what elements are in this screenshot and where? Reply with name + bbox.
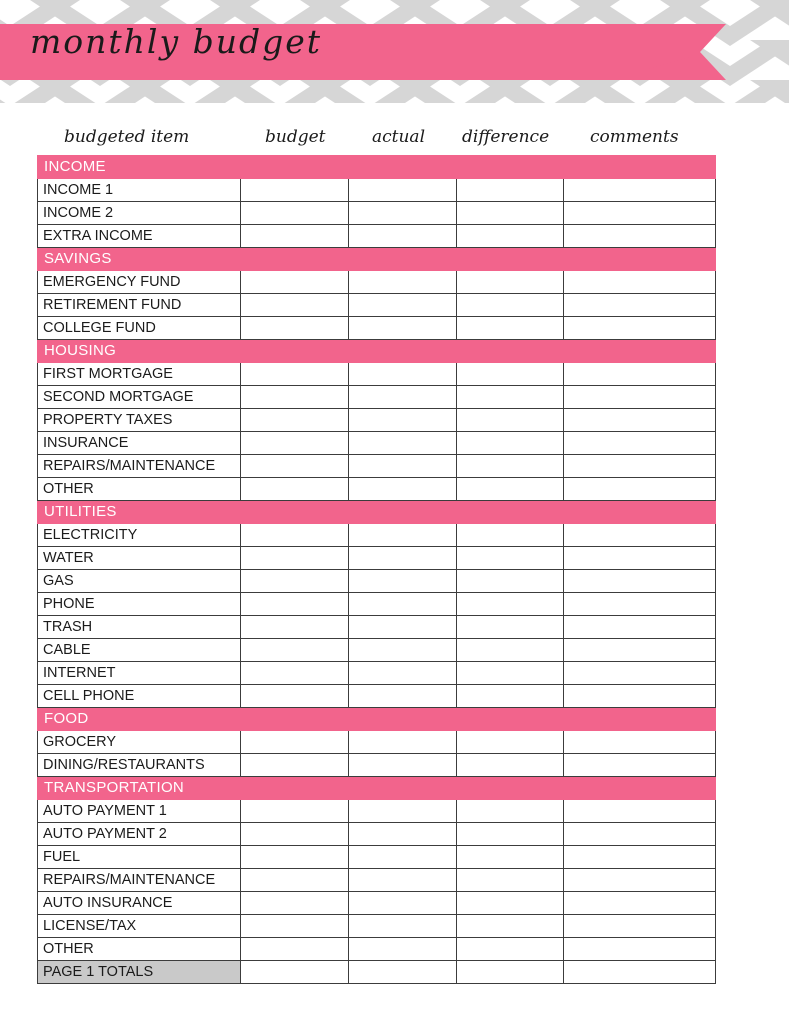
- comments-cell[interactable]: [564, 915, 716, 938]
- budget-cell[interactable]: [241, 915, 349, 938]
- table-row: [38, 202, 716, 225]
- table-row: [38, 731, 716, 754]
- comments-cell[interactable]: [564, 386, 716, 409]
- difference-cell[interactable]: [457, 639, 564, 662]
- actual-cell[interactable]: [349, 524, 457, 547]
- comments-cell[interactable]: [564, 800, 716, 823]
- comments-cell[interactable]: [564, 593, 716, 616]
- actual-cell[interactable]: [349, 432, 457, 455]
- actual-cell[interactable]: [349, 731, 457, 754]
- difference-cell[interactable]: [457, 800, 564, 823]
- comments-cell[interactable]: [564, 363, 716, 386]
- difference-cell[interactable]: [457, 179, 564, 202]
- budget-item-label: AUTO PAYMENT 1: [38, 800, 241, 823]
- table-row: [38, 869, 716, 892]
- difference-cell[interactable]: [457, 386, 564, 409]
- actual-cell[interactable]: [349, 570, 457, 593]
- comments-cell[interactable]: [564, 731, 716, 754]
- budget-item-label: AUTO PAYMENT 2: [38, 823, 241, 846]
- budget-cell[interactable]: [241, 892, 349, 915]
- section-header-row: [38, 777, 716, 800]
- budget-cell[interactable]: [241, 800, 349, 823]
- actual-cell[interactable]: [349, 800, 457, 823]
- column-heading-actual: actual: [372, 127, 426, 147]
- budget-cell[interactable]: [241, 547, 349, 570]
- actual-cell[interactable]: [349, 846, 457, 869]
- budget-item-label: PHONE: [38, 593, 241, 616]
- table-row: [38, 363, 716, 386]
- section-header-row: [38, 156, 716, 179]
- section-header-row: [38, 340, 716, 363]
- budget-cell[interactable]: [241, 869, 349, 892]
- table-row: [38, 846, 716, 869]
- difference-cell[interactable]: [457, 294, 564, 317]
- column-heading-difference: difference: [462, 127, 550, 147]
- comments-cell[interactable]: [564, 317, 716, 340]
- table-row: [38, 639, 716, 662]
- table-row: [38, 662, 716, 685]
- budget-cell[interactable]: [241, 294, 349, 317]
- difference-cell[interactable]: [457, 616, 564, 639]
- totals-difference-cell[interactable]: [457, 961, 564, 984]
- budget-cell[interactable]: [241, 432, 349, 455]
- budget-table-wrapper: [37, 155, 715, 984]
- comments-cell[interactable]: [564, 432, 716, 455]
- table-row: [38, 800, 716, 823]
- table-row: [38, 478, 716, 501]
- totals-actual-cell[interactable]: [349, 961, 457, 984]
- table-row: [38, 547, 716, 570]
- budget-item-label: DINING/RESTAURANTS: [38, 754, 241, 777]
- budget-item-label: INSURANCE: [38, 432, 241, 455]
- table-row: [38, 179, 716, 202]
- budget-cell[interactable]: [241, 662, 349, 685]
- difference-cell[interactable]: [457, 892, 564, 915]
- table-row: [38, 570, 716, 593]
- difference-cell[interactable]: [457, 432, 564, 455]
- actual-cell[interactable]: [349, 547, 457, 570]
- budget-cell[interactable]: [241, 616, 349, 639]
- table-row: [38, 271, 716, 294]
- page-title: monthly budget: [30, 22, 323, 61]
- page-totals-row: [38, 961, 716, 984]
- actual-cell[interactable]: [349, 455, 457, 478]
- comments-cell[interactable]: [564, 869, 716, 892]
- budget-cell[interactable]: [241, 823, 349, 846]
- section-header-row: [38, 248, 716, 271]
- budget-item-label: INTERNET: [38, 662, 241, 685]
- table-row: [38, 386, 716, 409]
- actual-cell[interactable]: [349, 938, 457, 961]
- budget-item-label: COLLEGE FUND: [38, 317, 241, 340]
- ribbon-tail: [648, 57, 690, 81]
- table-row: [38, 317, 716, 340]
- comments-cell[interactable]: [564, 616, 716, 639]
- budget-item-label: PROPERTY TAXES: [38, 409, 241, 432]
- table-row: [38, 754, 716, 777]
- difference-cell[interactable]: [457, 938, 564, 961]
- table-row: [38, 524, 716, 547]
- comments-cell[interactable]: [564, 846, 716, 869]
- budget-item-label: EMERGENCY FUND: [38, 271, 241, 294]
- budget-item-label: REPAIRS/MAINTENANCE: [38, 869, 241, 892]
- budget-cell[interactable]: [241, 478, 349, 501]
- table-row: [38, 455, 716, 478]
- actual-cell[interactable]: [349, 386, 457, 409]
- actual-cell[interactable]: [349, 616, 457, 639]
- difference-cell[interactable]: [457, 202, 564, 225]
- budget-item-label: GROCERY: [38, 731, 241, 754]
- table-row: [38, 593, 716, 616]
- budget-item-label: FUEL: [38, 846, 241, 869]
- budget-cell[interactable]: [241, 202, 349, 225]
- budget-cell[interactable]: [241, 593, 349, 616]
- actual-cell[interactable]: [349, 202, 457, 225]
- difference-cell[interactable]: [457, 823, 564, 846]
- comments-cell[interactable]: [564, 570, 716, 593]
- comments-cell[interactable]: [564, 294, 716, 317]
- budget-cell[interactable]: [241, 271, 349, 294]
- actual-cell[interactable]: [349, 294, 457, 317]
- budget-cell[interactable]: [241, 225, 349, 248]
- budget-item-label: CABLE: [38, 639, 241, 662]
- comments-cell[interactable]: [564, 938, 716, 961]
- actual-cell[interactable]: [349, 363, 457, 386]
- difference-cell[interactable]: [457, 271, 564, 294]
- difference-cell[interactable]: [457, 685, 564, 708]
- section-title: HOUSING: [38, 340, 716, 363]
- section-title: UTILITIES: [38, 501, 716, 524]
- comments-cell[interactable]: [564, 478, 716, 501]
- budget-item-label: GAS: [38, 570, 241, 593]
- budget-item-label: ELECTRICITY: [38, 524, 241, 547]
- section-title: FOOD: [38, 708, 716, 731]
- section-header-row: [38, 708, 716, 731]
- actual-cell[interactable]: [349, 478, 457, 501]
- budget-item-label: INCOME 1: [38, 179, 241, 202]
- budget-cell[interactable]: [241, 754, 349, 777]
- difference-cell[interactable]: [457, 363, 564, 386]
- comments-cell[interactable]: [564, 547, 716, 570]
- comments-cell[interactable]: [564, 639, 716, 662]
- table-row: [38, 432, 716, 455]
- comments-cell[interactable]: [564, 225, 716, 248]
- budget-cell[interactable]: [241, 731, 349, 754]
- column-heading-budget: budget: [265, 127, 326, 147]
- difference-cell[interactable]: [457, 547, 564, 570]
- actual-cell[interactable]: [349, 915, 457, 938]
- section-title: SAVINGS: [38, 248, 716, 271]
- difference-cell[interactable]: [457, 593, 564, 616]
- comments-cell[interactable]: [564, 202, 716, 225]
- budget-table: [37, 155, 716, 984]
- comments-cell[interactable]: [564, 754, 716, 777]
- budget-cell[interactable]: [241, 570, 349, 593]
- actual-cell[interactable]: [349, 317, 457, 340]
- budget-item-label: SECOND MORTGAGE: [38, 386, 241, 409]
- budget-item-label: EXTRA INCOME: [38, 225, 241, 248]
- budget-item-label: WATER: [38, 547, 241, 570]
- budget-item-label: OTHER: [38, 478, 241, 501]
- budget-cell[interactable]: [241, 179, 349, 202]
- budget-cell[interactable]: [241, 409, 349, 432]
- budget-item-label: CELL PHONE: [38, 685, 241, 708]
- difference-cell[interactable]: [457, 915, 564, 938]
- difference-cell[interactable]: [457, 570, 564, 593]
- difference-cell[interactable]: [457, 731, 564, 754]
- actual-cell[interactable]: [349, 685, 457, 708]
- budget-item-label: OTHER: [38, 938, 241, 961]
- actual-cell[interactable]: [349, 409, 457, 432]
- difference-cell[interactable]: [457, 869, 564, 892]
- table-row: [38, 409, 716, 432]
- column-heading-item: budgeted item: [64, 127, 190, 147]
- difference-cell[interactable]: [457, 846, 564, 869]
- table-row: [38, 892, 716, 915]
- totals-budget-cell[interactable]: [241, 961, 349, 984]
- difference-cell[interactable]: [457, 317, 564, 340]
- actual-cell[interactable]: [349, 754, 457, 777]
- table-row: [38, 685, 716, 708]
- budget-item-label: INCOME 2: [38, 202, 241, 225]
- comments-cell[interactable]: [564, 271, 716, 294]
- budget-item-label: RETIREMENT FUND: [38, 294, 241, 317]
- budget-cell[interactable]: [241, 524, 349, 547]
- difference-cell[interactable]: [457, 662, 564, 685]
- actual-cell[interactable]: [349, 179, 457, 202]
- table-row: [38, 823, 716, 846]
- section-title: TRANSPORTATION: [38, 777, 716, 800]
- difference-cell[interactable]: [457, 754, 564, 777]
- budget-cell[interactable]: [241, 363, 349, 386]
- totals-comments-cell[interactable]: [564, 961, 716, 984]
- actual-cell[interactable]: [349, 892, 457, 915]
- budget-cell[interactable]: [241, 685, 349, 708]
- budget-cell[interactable]: [241, 455, 349, 478]
- page-totals-label: PAGE 1 TOTALS: [38, 961, 241, 984]
- budget-cell[interactable]: [241, 386, 349, 409]
- budget-item-label: TRASH: [38, 616, 241, 639]
- difference-cell[interactable]: [457, 524, 564, 547]
- page-header: [0, 0, 789, 103]
- difference-cell[interactable]: [457, 225, 564, 248]
- budget-item-label: REPAIRS/MAINTENANCE: [38, 455, 241, 478]
- comments-cell[interactable]: [564, 823, 716, 846]
- table-row: [38, 616, 716, 639]
- budget-cell[interactable]: [241, 846, 349, 869]
- comments-cell[interactable]: [564, 524, 716, 547]
- comments-cell[interactable]: [564, 685, 716, 708]
- table-row: [38, 915, 716, 938]
- difference-cell[interactable]: [457, 409, 564, 432]
- actual-cell[interactable]: [349, 225, 457, 248]
- budget-cell[interactable]: [241, 938, 349, 961]
- comments-cell[interactable]: [564, 455, 716, 478]
- table-row: [38, 225, 716, 248]
- section-title: INCOME: [38, 156, 716, 179]
- comments-cell[interactable]: [564, 409, 716, 432]
- actual-cell[interactable]: [349, 823, 457, 846]
- comments-cell[interactable]: [564, 179, 716, 202]
- budget-cell[interactable]: [241, 317, 349, 340]
- actual-cell[interactable]: [349, 662, 457, 685]
- actual-cell[interactable]: [349, 869, 457, 892]
- difference-cell[interactable]: [457, 455, 564, 478]
- comments-cell[interactable]: [564, 892, 716, 915]
- actual-cell[interactable]: [349, 271, 457, 294]
- budget-cell[interactable]: [241, 639, 349, 662]
- table-row: [38, 294, 716, 317]
- budget-item-label: LICENSE/TAX: [38, 915, 241, 938]
- column-heading-comments: comments: [590, 127, 679, 147]
- difference-cell[interactable]: [457, 478, 564, 501]
- column-headings: [0, 115, 789, 159]
- actual-cell[interactable]: [349, 593, 457, 616]
- section-header-row: [38, 501, 716, 524]
- table-row: [38, 938, 716, 961]
- ribbon-notch: [700, 24, 726, 80]
- actual-cell[interactable]: [349, 639, 457, 662]
- budget-item-label: AUTO INSURANCE: [38, 892, 241, 915]
- budget-item-label: FIRST MORTGAGE: [38, 363, 241, 386]
- comments-cell[interactable]: [564, 662, 716, 685]
